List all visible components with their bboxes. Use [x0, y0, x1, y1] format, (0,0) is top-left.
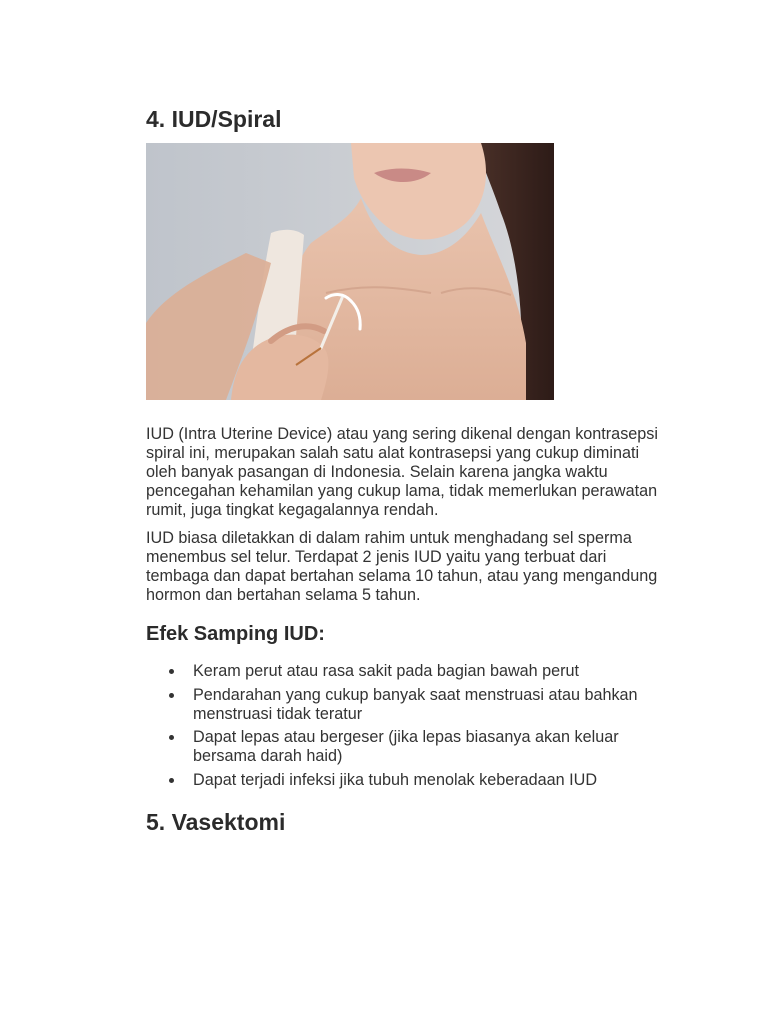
- list-item-text: Dapat lepas atau bergeser (jika lepas biasanya akan keluar bersama darah haid): [193, 728, 619, 765]
- bullet-icon: [169, 735, 174, 740]
- bullet-icon: [169, 778, 174, 783]
- side-effects-title: Efek Samping IUD:: [146, 623, 325, 645]
- iud-photo: [146, 143, 554, 400]
- bullet-icon: [169, 693, 174, 698]
- iud-description-paragraph: IUD (Intra Uterine Device) atau yang sering dikenal dengan kontrasepsi spiral ini, merupakan salah satu alat kontrasepsi yang cukup diminati oleh banyak pasangan di Indonesia. Selain karena jangka waktu pencegahan kehamilan yang cukup lama, tidak memerlukan perawatan rumit, juga tingkat kegagalannya rendah.: [146, 425, 658, 519]
- list-item-text: Pendarahan yang cukup banyak saat menstruasi atau bahkan menstruasi tidak teratur: [193, 685, 638, 723]
- bullet-icon: [169, 669, 174, 674]
- list-item: [146, 771, 666, 790]
- list-item: [146, 686, 666, 724]
- list-item: [146, 728, 666, 766]
- list-item-text: Keram perut atau rasa sakit pada bagian bawah perut: [193, 662, 580, 680]
- list-item: [146, 662, 666, 681]
- iud-mechanism-paragraph: IUD biasa diletakkan di dalam rahim untuk menghadang sel sperma menembus sel telur. Terdapat 2 jenis IUD yaitu yang terbuat dari tembaga dan dapat bertahan selama 10 tahun, atau yang mengandung hormon dan bertahan selama 5 tahun.: [146, 529, 658, 604]
- iud-photo-illustration: [146, 143, 554, 400]
- list-item-text: Dapat terjadi infeksi jika tubuh menolak keberadaan IUD: [193, 770, 598, 789]
- section-title-vasektomi: 5. Vasektomi: [146, 809, 286, 835]
- side-effects-list: [146, 662, 666, 794]
- section-title-iud: 4. IUD/Spiral: [146, 106, 282, 132]
